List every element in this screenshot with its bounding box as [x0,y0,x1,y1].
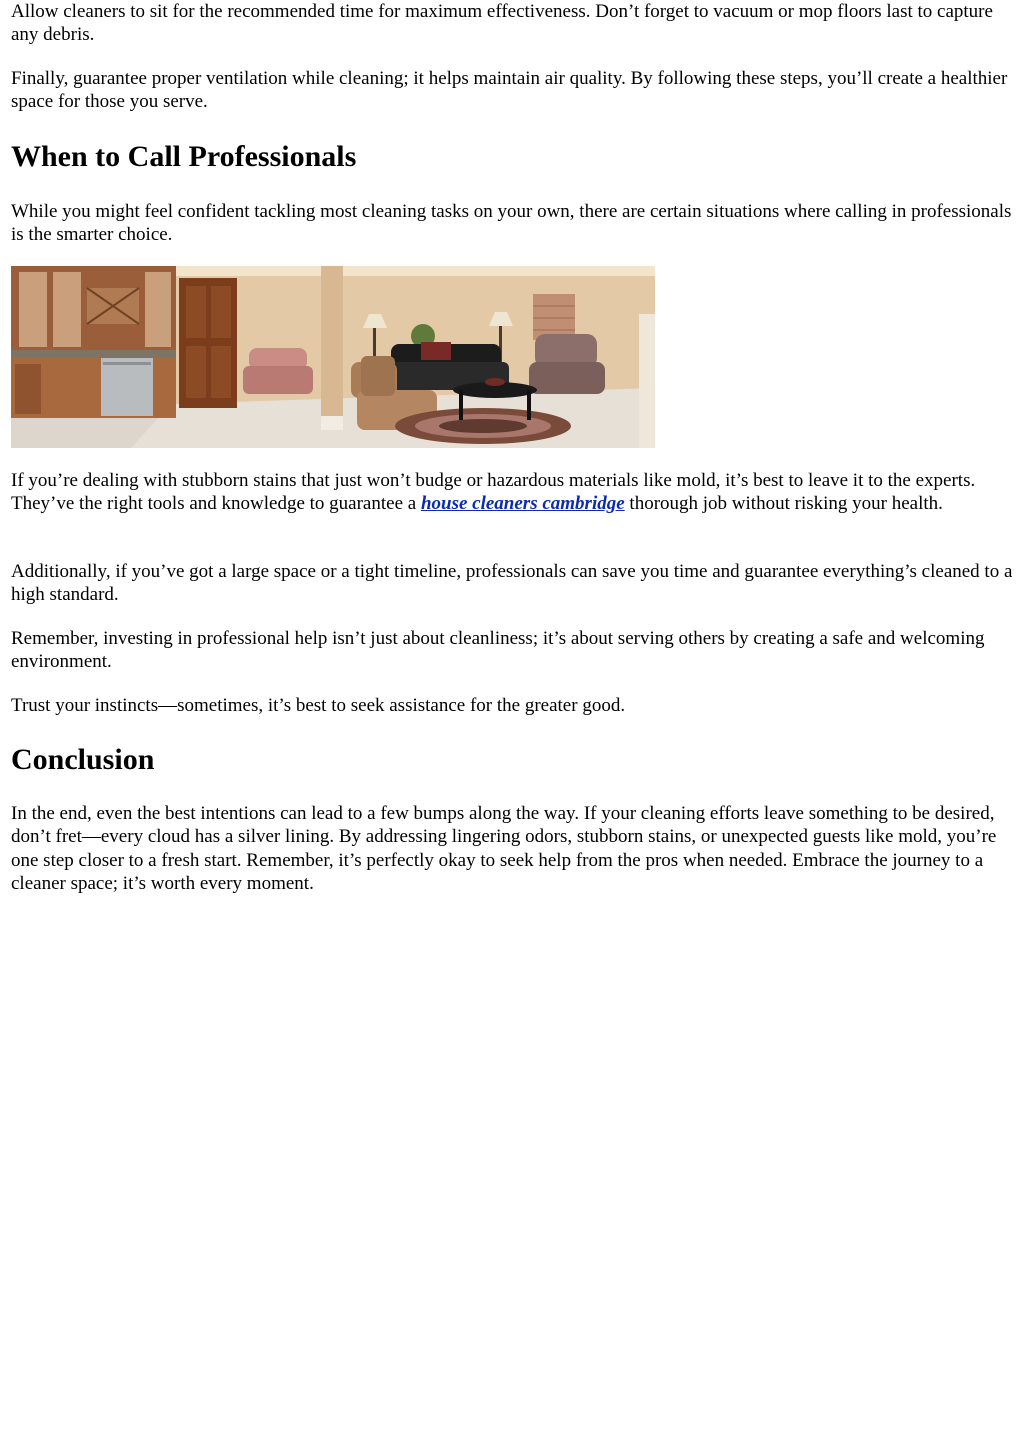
heading-when-to-call-professionals: When to Call Professionals [11,140,357,173]
paragraph-professionals-intro: While you might feel confident tackling most cleaning tasks on your own, there are certain situations where calling in professionals is the smarter choice. [11,201,1012,246]
paragraph-ventilation: Finally, guarantee proper ventilation while cleaning; it helps maintain air quality. By following these steps, you’ll create a healthier space for those you serve. [11,68,1008,113]
paragraph-stubborn-stains-after: thorough job without risking your health. [624,493,943,515]
paragraph-large-space: Additionally, if you’ve got a large space or a tight timeline, professionals can save you time and guarantee everything’s cleaned to a high standard. [11,561,1013,606]
paragraph-stubborn-stains [11,469,1014,516]
paragraph-trust-instincts: Trust your instincts—sometimes, it’s best to seek assistance for the greater good. [11,695,626,716]
heading-conclusion: Conclusion [11,743,155,776]
paragraph-conclusion: In the end, even the best intentions can lead to a few bumps along the way. If your cleaning efforts leave something to be desired, don’t fret—every cloud has a silver lining. By addressing lingering odors, stubborn stains, or unexpected guests like mold, you’re one step closer to a fresh start. Remember, it’s perfectly okay to seek help from the pros when needed. Embrace the journey to a cleaner space; it’s worth every moment. [11,803,997,894]
basement-living-room-photo [11,266,655,448]
paragraph-investing-help: Remember, investing in professional help isn’t just about cleanliness; it’s about serving others by creating a safe and welcoming environment. [11,628,985,673]
house-cleaners-cambridge-link[interactable]: house cleaners cambridge [420,493,625,515]
paragraph-cleaners-time: Allow cleaners to sit for the recommended time for maximum effectiveness. Don’t forget to vacuum or mop floors last to capture any debris. [11,1,993,46]
paragraph-stubborn-stains-before: If you’re dealing with stubborn stains that just won’t budge or hazardous materials like mold, it’s best to leave it to the experts. They’ve the right tools and knowledge to guarantee a [11,470,976,515]
